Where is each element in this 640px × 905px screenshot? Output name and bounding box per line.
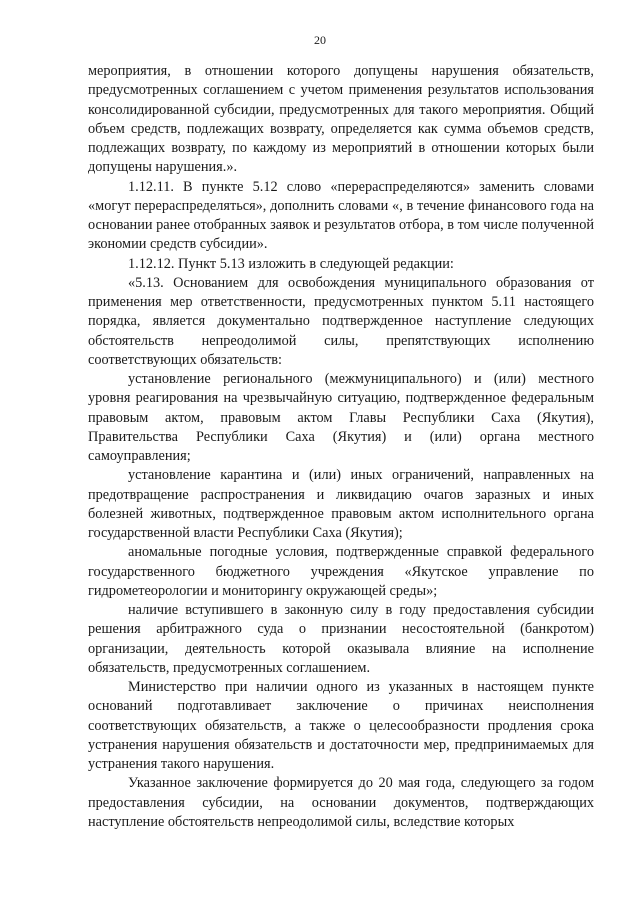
paragraph-1-12-12: 1.12.12. Пункт 5.13 изложить в следующей редакции: xyxy=(128,255,454,272)
paragraph-emergency-regime: установление регионального (межмуниципального) и (или) местного уровня реагирования на чрезвычайную ситуацию, подтвержденное федеральным правовым актом, правовым актом Главы Республики Саха (Якутия), Правительства Республики Саха (Якутия) и (или) органа местного самоуправления; xyxy=(88,371,594,464)
document-body xyxy=(88,62,594,832)
paragraph-quarantine: установление карантина и (или) иных ограничений, направленных на предотвращение распространения и ликвидацию очагов заразных и иных болезней животных, подтвержденное правовым актом исполнительного органа государственной власти Республики Саха (Якутия); xyxy=(88,467,594,541)
paragraph-ministry-conclusion: Министерство при наличии одного из указанных в настоящем пункте оснований подготавливает заключение о причинах неисполнения соответствующих обязательств, а также о целесообразности продления срока устранения нарушения обязательств и достаточности мер, предпринимаемых для устранения такого нарушения. xyxy=(88,679,594,772)
page-number: 20 xyxy=(314,33,326,47)
paragraph-1-12-11: 1.12.11. В пункте 5.12 слово «перераспределяются» заменить словами «могут перераспределяться», дополнить словами «, в течение финансового года на основании ранее отобранных заявок и результатов отбора, в том числе полученной экономии средств субсидии». xyxy=(88,178,594,253)
paragraph-conclusion-deadline: Указанное заключение формируется до 20 мая года, следующего за годом предоставления субсидии, на основании документов, подтверждающих наступление обстоятельств непреодолимой силы, вследствие которых xyxy=(88,775,594,830)
paragraph-weather: аномальные погодные условия, подтвержденные справкой федерального государственного бюджетного учреждения «Якутское управление по гидрометеорологии и мониторингу окружающей среды»; xyxy=(88,544,594,599)
paragraph-5-13: «5.13. Основанием для освобождения муниципального образования от применения мер ответственности, предусмотренных пунктом 5.11 настоящего порядка, является документально подтвержденное наступление следующих обстоятельств непреодолимой силы, препятствующих исполнению соответствующих обязательств: xyxy=(88,274,594,368)
paragraph-bankruptcy: наличие вступившего в законную силу в году предоставления субсидии решения арбитражного суда о признании несостоятельной (банкротом) организации, деятельность которой оказывала влияние на исполнение обязательств, предусмотренных соглашением. xyxy=(88,602,594,676)
paragraph-continuation: мероприятия, в отношении которого допущены нарушения обязательств, предусмотренных соглашением с учетом применения результатов использования консолидированной субсидии, предусмотренных для такого мероприятия. Общий объем средств, подлежащих возврату, определяется как сумма объемов средств, подлежащих возврату, по каждому из мероприятий в отношении которых были допущены нарушения.». xyxy=(88,63,594,176)
